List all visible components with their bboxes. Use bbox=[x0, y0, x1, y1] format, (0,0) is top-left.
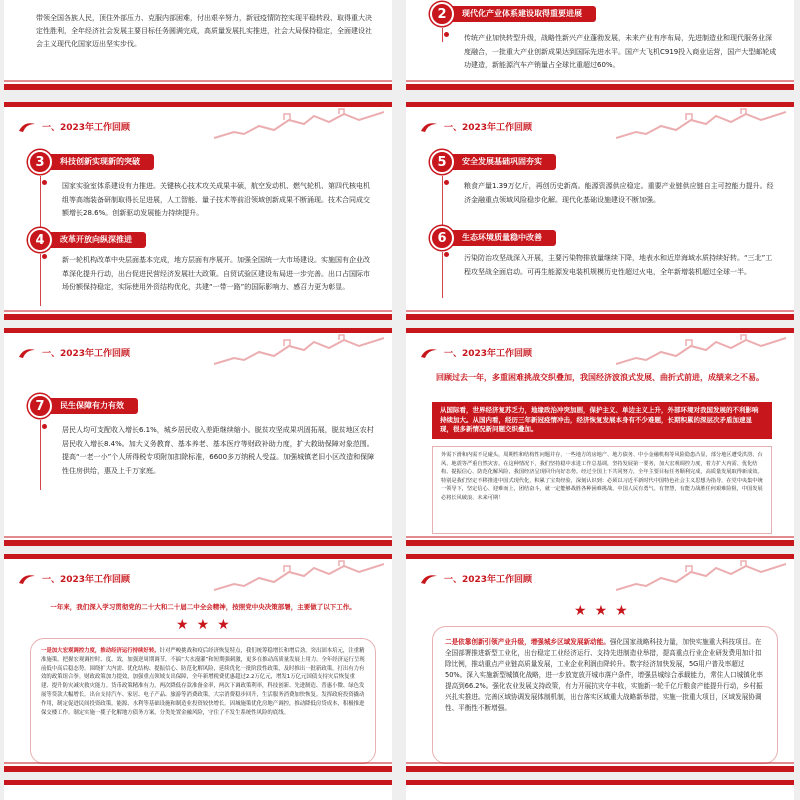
slide-bottom-line bbox=[406, 310, 794, 312]
star-icon: ★ bbox=[176, 617, 189, 633]
slide-bottom-line bbox=[406, 80, 794, 82]
slide-bottom-bar bbox=[4, 84, 392, 90]
item-text: 污染防治攻坚战深入开展，主要污染物排放量继续下降，地表水和近岸海域水质持续好转。“三北”工程攻坚战全面启动。可再生能源发电装机规模历史性超过火电，全年新增装机超过全球一半。 bbox=[464, 254, 773, 276]
swoosh-icon bbox=[18, 347, 36, 359]
slide-top-bar bbox=[4, 102, 392, 107]
card-text bbox=[433, 627, 777, 724]
slide-8 bbox=[4, 780, 392, 800]
item-text: 国家实验室体系建设有力推进。关键核心技术攻关成果丰硕，航空发动机、燃气轮机、第四代核电机组等高端装备研制取得长足进展，人工智能、量子技术等前沿领域创新成果不断涌现。技术合同成交额增长28.6%。创新驱动发展能力持续提升。 bbox=[62, 182, 370, 217]
swoosh-icon bbox=[420, 347, 438, 359]
highlight-box: 从国际看，世界经济复苏乏力，地缘政治冲突加剧，保护主义、单边主义上升，外部环境对我国发展的不利影响持续加大。从国内看，经历三年新冠疫情冲击，经济恢复发展本身有不少难题，长期积累的深层次矛盾加速显现，很多新情况新问题交织叠加。 bbox=[432, 402, 772, 439]
item-header bbox=[28, 228, 146, 252]
slide-bottom-bar bbox=[406, 766, 794, 772]
section-title: 一、2023年工作回顾 bbox=[444, 349, 533, 359]
item-number-badge: 7 bbox=[28, 394, 52, 418]
slide-5 bbox=[406, 328, 794, 546]
slide-bottom-line bbox=[406, 762, 794, 764]
card-text bbox=[31, 639, 375, 725]
section-heading bbox=[18, 120, 130, 133]
item-title: 安全发展基础巩固夯实 bbox=[446, 154, 556, 170]
slide-bottom-line bbox=[4, 80, 392, 82]
card-body: 强化国家战略科技力量，加快实施重大科技项目。在全国部署推进新型工业化，出台稳定工业经济运行、支持先进制造业举措，提高重点行业企业研发费用加计扣除比例，推动重点产业链高质量发展，工业企业利润由降转升。数字经济加快发展，5G用户普及率超过50%。深入实施新型城镇化战略，进一步放宽放开城市落户条件，增强县城综合承载能力，常住人口城镇化率提高到66.2%。强化农业发展支持政策，有力开展抗灾夺丰收，实施新一轮千亿斤粮食产能提升行动，乡村振兴扎实推进。完善区域协调发展体制机制，出台落实区域重大战略新举措，实施一批重大项目，区域发展协调性、平衡性不断增强。 bbox=[445, 638, 763, 712]
slide-bottom-line bbox=[4, 536, 392, 538]
section-heading bbox=[18, 346, 130, 359]
great-wall-decoration bbox=[214, 334, 384, 370]
slide-0 bbox=[4, 0, 392, 90]
item-title: 现代化产业体系建设取得重要进展 bbox=[446, 6, 596, 22]
slide-top-bar bbox=[406, 102, 794, 107]
item-number-badge: 6 bbox=[430, 226, 454, 250]
item-number-badge: 5 bbox=[430, 150, 454, 174]
content-card bbox=[432, 626, 778, 764]
slide-bottom-bar bbox=[4, 314, 392, 320]
star-icon: ★ bbox=[615, 603, 628, 619]
item-number-badge: 2 bbox=[430, 2, 454, 26]
item-body bbox=[438, 252, 778, 279]
star-icon: ★ bbox=[574, 603, 587, 619]
slide-0-text: 带领全国各族人民，顶住外部压力、克服内部困难，付出艰辛努力，新冠疫情防控实现平稳转段、取得重大决定性胜利，全年经济社会发展主要目标任务圆满完成，高质量发展扎实推进，社会大局保持稳定，全面建设社会主义现代化国家迈出坚实步伐。 bbox=[36, 14, 372, 48]
item-title: 民生保障有力有效 bbox=[44, 398, 138, 414]
great-wall-decoration bbox=[616, 108, 786, 144]
star-icon: ★ bbox=[196, 617, 210, 633]
item-body bbox=[36, 180, 376, 221]
slide-bottom-bar bbox=[4, 540, 392, 546]
body-card bbox=[432, 446, 772, 534]
swoosh-icon bbox=[420, 121, 438, 133]
body-text: 外需下滑和内需不足碰头，周期性和结构性问题并存，一些地方的房地产、地方债务、中小金融机构等风险隐患凸显，部分地区遭受洪涝、台风、地震等严重自然灾害。在这种情况下，我们坚持稳中求进工作总基调，坚持发展第一要务，加大宏观调控力度，着力扩大内需、优化结构、提振信心、防范化解风险，我国经济呈现回升向好态势。经过全国上下共同努力，全年主要目标任务顺利完成，高质量发展取得新成效。特别是我们坚定不移推进中国式现代化，积累了宝贵经验，深刻认识到：必须以习近平新时代中国特色社会主义思想为指导，在党中央集中统一领导下，坚定信心、迎难而上，团结奋斗，就一定能够战胜各种困难挑战。中国人民有勇气、有智慧，有能力战胜任何艰难险阻，中国发展必将长风破浪、未来可期！ bbox=[441, 452, 763, 501]
slide-9 bbox=[406, 780, 794, 800]
item-text: 新一轮机构改革中央层面基本完成，地方层面有序展开。加强全国统一大市场建设。实施国有企业改革深化提升行动，出台促进民营经济发展壮大政策。自贸试验区建设布局进一步完善。出口占国际市场份额保持稳定，实际使用外资结构优化，共建“一带一路”的国际影响力、感召力更为彰显。 bbox=[62, 256, 370, 291]
section-title: 一、2023年工作回顾 bbox=[42, 123, 131, 133]
slide-bottom-bar bbox=[4, 766, 392, 772]
star-icon: ★ bbox=[594, 603, 608, 619]
item-body bbox=[36, 424, 376, 478]
item-body bbox=[438, 180, 778, 207]
swoosh-icon bbox=[18, 121, 36, 133]
card-highlight: 二是依靠创新引领产业升级，增强城乡区域发展新动能。 bbox=[445, 638, 610, 646]
item-header bbox=[430, 226, 556, 250]
item-header bbox=[430, 150, 556, 174]
slide-4 bbox=[4, 328, 392, 546]
slide-top-bar bbox=[4, 328, 392, 333]
slide-top-bar bbox=[406, 328, 794, 333]
great-wall-decoration bbox=[214, 108, 384, 144]
slide-top-bar bbox=[406, 780, 794, 785]
slide-3 bbox=[406, 102, 794, 320]
item-title: 生态环境质量稳中改善 bbox=[446, 230, 556, 246]
section-heading bbox=[420, 120, 532, 133]
great-wall-decoration bbox=[616, 560, 786, 596]
section-title: 一、2023年工作回顾 bbox=[42, 575, 131, 585]
intro-text: 回顾过去一年，多重困难挑战交织叠加，我国经济波浪式发展、曲折式前进，成绩来之不易。 bbox=[436, 373, 764, 382]
star-rating-decoration bbox=[574, 604, 628, 618]
slide-bottom-line bbox=[4, 762, 392, 764]
item-text: 居民人均可支配收入增长6.1%，城乡居民收入差距继续缩小。脱贫攻坚成果巩固拓展，脱贫地区农村居民收入增长8.4%。加大义务教育、基本养老、基本医疗等财政补助力度，扩大救助保障对象范围。提高“一老一小”个人所得税专项附加扣除标准，6600多万纳税人受益。加强城镇老旧小区改造和保障性住房供给，惠及上千万家庭。 bbox=[62, 426, 375, 475]
item-header bbox=[430, 2, 596, 26]
slide-bottom-line bbox=[4, 310, 392, 312]
item-header bbox=[28, 150, 154, 174]
section-heading bbox=[18, 572, 130, 585]
item-header bbox=[28, 394, 138, 418]
card-body: 针对严峻挑战和疫后经济恢复特点，我们统筹稳增长和增后劲，突出固本培元，注重精准施策，把握宏观调控时、度、效，加强逆周期调节，不搞“大水漫灌”和短期强刺激，更多在推动高质量发展上用力。全年经济运行呈现前低中高后稳态势。围绕扩大内需、优化结构、提振信心、防范化解风险，延续优化一批阶段性政策，及时推出一批新政策，打出有力有效的政策组合拳。财政政策加力提效，加强重点领域支出保障，全年新增税费优惠超过2.2万亿元，增发1万亿元国债支持灾后恢复重建、提升防灾减灾救灾能力。货币政策精准有力，两次降低存款准备金率，两次下调政策利率，科技创新、先进制造、普惠小微、绿色发展等贷款大幅增长。出台支持汽车、家居、电子产品、旅游等消费政策，大宗消费稳步回升，生活服务消费加快恢复。发挥政府投资撬动作用，制定促进民间投资政策，能源、水利等基础设施和制造业投资较快增长。因城施策优化房地产调控，推动降低房贷成本，积极推进保交楼工作。制定实施一揽子化解地方债务方案，分类处置金融风险，守住了不发生系统性风险的底线。 bbox=[41, 648, 365, 716]
swoosh-icon bbox=[420, 573, 438, 585]
slide-1 bbox=[406, 0, 794, 90]
item-number-badge: 4 bbox=[28, 228, 52, 252]
item-title: 改革开放向纵深推进 bbox=[44, 232, 146, 248]
item-number-badge: 3 bbox=[28, 150, 52, 174]
slide-6 bbox=[4, 554, 392, 772]
section-heading bbox=[420, 572, 532, 585]
item-body bbox=[438, 32, 778, 73]
great-wall-decoration bbox=[616, 334, 786, 370]
slide-bottom-line bbox=[406, 536, 794, 538]
item-text: 粮食产量1.39万亿斤，再创历史新高。能源资源供应稳定。重要产业链供应链自主可控能力提升。经济金融重点领域风险稳步化解。现代化基础设施建设不断加强。 bbox=[464, 182, 774, 204]
great-wall-decoration bbox=[214, 560, 384, 596]
item-text: 传统产业加快转型升级，战略性新兴产业蓬勃发展，未来产业有序布局，先进制造业和现代服务业深度融合，一批重大产业创新成果达到国际先进水平。国产大飞机C919投入商业运营，国产大型邮轮成功建造，新能源汽车产销量占全球比重超过60%。 bbox=[464, 34, 777, 69]
slide-top-bar bbox=[4, 554, 392, 559]
item-body bbox=[36, 254, 376, 295]
lead-text: 一年来，我们深入学习贯彻党的二十大和二十届二中全会精神，按照党中央决策部署，主要做了以下工作。 bbox=[50, 603, 356, 611]
swoosh-icon bbox=[18, 573, 36, 585]
slide-7 bbox=[406, 554, 794, 772]
slide-bottom-bar bbox=[406, 540, 794, 546]
slide-top-bar bbox=[406, 554, 794, 559]
section-heading bbox=[420, 346, 532, 359]
item-title: 科技创新实现新的突破 bbox=[44, 154, 154, 170]
card-highlight: 一是加大宏观调控力度，推动经济运行持续好转。 bbox=[41, 648, 160, 654]
slide-bottom-bar bbox=[406, 314, 794, 320]
star-rating-decoration bbox=[176, 618, 230, 632]
slide-top-bar bbox=[4, 780, 392, 785]
section-title: 一、2023年工作回顾 bbox=[42, 349, 131, 359]
section-title: 一、2023年工作回顾 bbox=[444, 123, 533, 133]
section-title: 一、2023年工作回顾 bbox=[444, 575, 533, 585]
slide-bottom-bar bbox=[406, 84, 794, 90]
slide-2 bbox=[4, 102, 392, 320]
star-icon: ★ bbox=[217, 617, 230, 633]
content-card bbox=[30, 638, 376, 764]
